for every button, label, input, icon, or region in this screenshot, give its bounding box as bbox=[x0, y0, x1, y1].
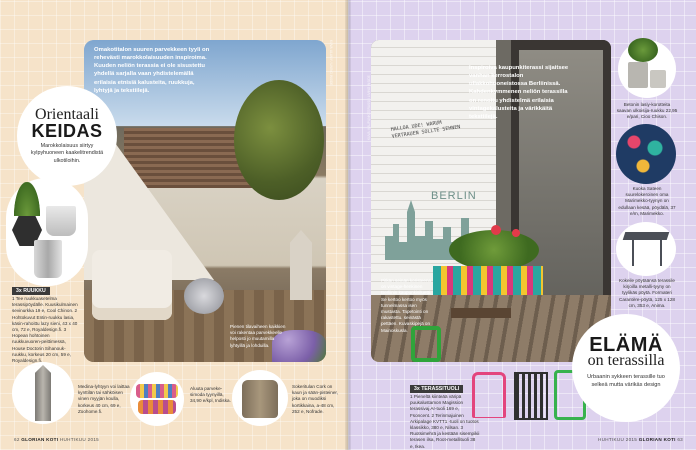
concrete-planter-short-icon bbox=[650, 70, 666, 88]
chairs-section-tag: 3x TERASSITUOLI bbox=[410, 385, 463, 393]
left-headline-line2: KEIDAS bbox=[31, 121, 103, 141]
cork-stool-icon bbox=[242, 380, 278, 418]
black-slat-chair-icon bbox=[514, 372, 548, 420]
pots-section-tag: 3x RUUKKU bbox=[12, 287, 50, 295]
table-product-text: Kokeile pöytäänsä terassile kirjoilla metalli-tyyny on tyylikäs pöytä. Formateri Carantère-pöytä, 125 x 128 cm, 353 e, Anima. bbox=[619, 278, 675, 308]
left-headline-line1: Orientaali bbox=[35, 106, 99, 123]
left-folio-issue: HUHTIKUU 2015 bbox=[59, 437, 100, 442]
olive-tree-icon bbox=[628, 38, 658, 62]
cushion-bottom-icon bbox=[138, 400, 176, 414]
right-intro-text: Inspiroiva kaupunkiterassi sijaitsee vanhan kerrostalon ullakkohuoneistossa Berliinissä. Kahdenkymmenen neliön terassilla on renoitu yhdistelmä erilaisia vintagekalusteita ja värikkäitä tekstiilejä. bbox=[469, 65, 569, 120]
right-folio-magazine: GLORIAN KOTI bbox=[638, 437, 676, 442]
right-subheadline: Urbaanin sykkeen terassille tuo selkeä mutta värikäs design bbox=[587, 374, 665, 388]
right-vertical-credit: KUVA: KAUPUNKITERASSI / LIVING INSIDE bbox=[367, 75, 371, 140]
photo-daybed bbox=[92, 250, 172, 320]
left-folio-magazine: GLORIAN KOTI bbox=[21, 437, 59, 442]
grass-plant-icon bbox=[14, 182, 40, 216]
right-folio bbox=[598, 437, 683, 442]
folding-table-top-icon bbox=[623, 232, 670, 240]
left-folio bbox=[14, 437, 99, 442]
photo-tree bbox=[234, 80, 324, 200]
left-vertical-credit: KUVA: ALAMY / LIVING INSIDE bbox=[329, 40, 333, 86]
medina-lantern-icon bbox=[33, 365, 53, 421]
right-folio-issue: HUHTIKUU 2015 bbox=[598, 437, 638, 442]
photo-side-table bbox=[184, 278, 224, 314]
left-folio-page: 62 bbox=[14, 437, 20, 442]
photo-bench bbox=[451, 308, 511, 318]
cushion-top-icon bbox=[136, 384, 178, 398]
right-headline-line2: on terassilla bbox=[587, 352, 665, 369]
page-spine bbox=[345, 0, 351, 450]
photo-wall-writing: HALLOA UDE! WARUM VERTRAUEN SOLLTE SEHNEN bbox=[390, 119, 461, 140]
chairs-product-text: 1 Pieneltä kiinteää väripä puukalustamon Magission terassivaj Ar-tuoli 169 e, Fsoncent. 2 Terinmajuinen Arkipalage KVTT1 -tuoli on tuotos klassikko, 380 e, Nilsan. 3 Ruotsimehrä ja kestään sisempikii terasen ilsa, Root-metallituoli 38 e, Ikea. bbox=[410, 394, 480, 449]
left-subheadline: Marokkolaisuus siirtyy kylpyhuoneen kaakelitrendistä ulkotiloihin. bbox=[30, 143, 104, 164]
photo-lantern bbox=[290, 230, 312, 300]
right-headline-line1: ELÄMÄ bbox=[589, 334, 663, 356]
concrete-planter-tall-icon bbox=[628, 62, 648, 88]
pots-product-text: 1 Tee ruukkuasetelma terassipöydälle. Kuusikulmainen sevinurkka 19 e, Cool Chinon. 2 Hohtokuvut Entin-ruukku lasia, käsin-rahoittu lazy sieni, 43 x 40 cm, 72 e, Royaldesign.fi. 3 Hopean hohtoinen ruukkuvuoren-peittimessä, House Doctorin Sihanouk-ruukku, korkeus 20 cm, 59 e, Royaldesign.fi. bbox=[12, 296, 78, 363]
left-intro-text: Omakotitalon suuren parvekkeen tyyli on rehevästi marokkolaisuuden inspiroima. Kuuden neliön terassia ei ole sisustettu yhdellä sarjalla vaan yhdistelemällä erilaisia etnisiä kalusteita, ruukkuja, lyhtyjä ja tekstiilejä. bbox=[94, 47, 210, 94]
pillow-product-text: Kuoka Sateen suurelokeroinen oma Marimekko-tyynyn on edullaan kesää, pöydälä, 37 e/m, Marimekko. bbox=[618, 186, 676, 216]
left-photo-caption: Pienen tilavaiheen kaikkien voi rakentaa parvekkeelle helposti jo muutamilla lyhtyillä ja lohduilla. bbox=[230, 324, 286, 348]
marimekko-pillow-icon bbox=[616, 124, 676, 184]
right-photo-caption: Pitkän seinän koristeena on vintage-henkinen Berliinin kaupunkisiluetti. Se kertoo kertoo myös tunnelmassa isen mustasta. Tapetointi on rakastettu. seinästä pettäen. Kuvaskipejä on Mainoskusla. bbox=[381, 278, 432, 333]
folding-table-legs-icon bbox=[632, 240, 662, 266]
silver-pot-icon bbox=[34, 240, 62, 278]
cushion-product-text: Aluuta parveke-simoda tyynyillä, 34,90 e/kpl, Indiska. bbox=[190, 386, 231, 404]
photo-red-flowers bbox=[481, 218, 531, 248]
glass-pot-icon bbox=[46, 206, 76, 236]
planter-product-text: Betonin lasiy-korotteita saavan ulkoisija-ruukku 22,95 e/pari, Cioo Chison. bbox=[616, 102, 678, 120]
right-folio-page: 63 bbox=[677, 437, 684, 442]
stool-product-text: Sokeritulan Cork on kaun ja sään-pisteiner, joka on muodiksi kortikkaina, a-48 cm, 252 e, Nofrade. bbox=[292, 384, 338, 414]
cushion-product-circle bbox=[130, 372, 184, 426]
photo-berlin-label: BERLIN bbox=[431, 190, 477, 202]
photo-tablecloth bbox=[433, 266, 543, 296]
lantern-product-text: Medina-lyhtyyn voi laittaa kynttilän tai sähköisen vinen myyjän koulla, korkeus 40 cm, 69 e, Zoohome.fi. bbox=[78, 384, 130, 414]
